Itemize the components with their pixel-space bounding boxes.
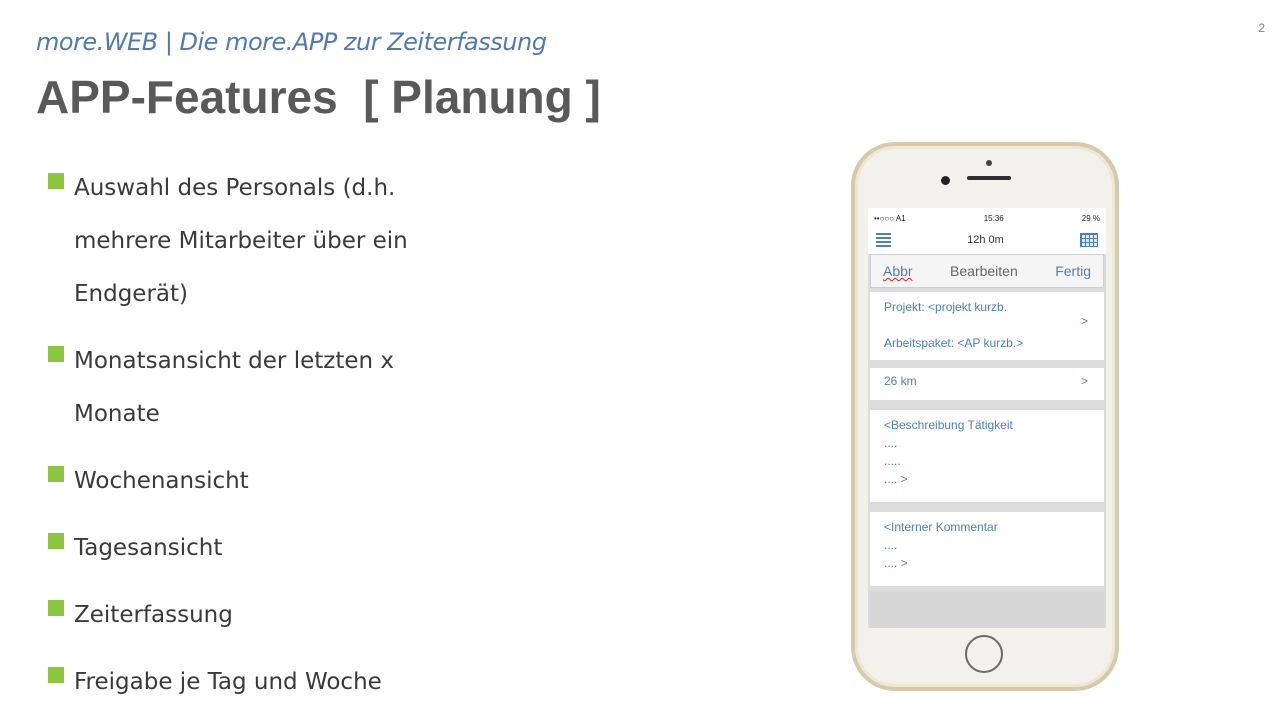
- status-bar: [868, 210, 1106, 226]
- earpiece-speaker: [967, 176, 1011, 180]
- list-item: [48, 522, 468, 575]
- list-item: [48, 455, 468, 508]
- list-item-text: Wochenansicht: [74, 468, 249, 494]
- list-item-text: Monatsansicht der letzten x Monate: [74, 348, 395, 427]
- subtitle: more.WEB | Die more.APP zur Zeiterfassung: [36, 28, 547, 56]
- list-item: [48, 335, 468, 441]
- battery-text: 29 %: [1081, 213, 1100, 223]
- chevron-right-icon: >: [1080, 374, 1088, 388]
- app-top-bar: [868, 226, 1106, 254]
- phone-screen: [868, 208, 1106, 628]
- abort-button[interactable]: Abbr: [883, 263, 913, 279]
- description-line: .....: [884, 454, 901, 468]
- home-button[interactable]: [965, 635, 1003, 673]
- bullet-square: [48, 533, 64, 549]
- list-item-text: Freigabe je Tag und Woche: [74, 669, 382, 695]
- bullet-square: [48, 667, 64, 683]
- edit-sheet: [868, 254, 1106, 628]
- list-item: [48, 162, 468, 321]
- empty-area: [870, 592, 1104, 628]
- description-field[interactable]: [870, 410, 1104, 502]
- bullet-square: [48, 466, 64, 482]
- phone-mockup: [851, 142, 1119, 691]
- project-row[interactable]: [870, 292, 1104, 360]
- calendar-grid-icon[interactable]: [1080, 233, 1098, 247]
- distance-row[interactable]: [870, 368, 1104, 400]
- description-line: .... >: [884, 472, 908, 486]
- list-item-text: Auswahl des Personals (d.h. mehrere Mitarbeiter über ein Endgerät): [74, 175, 408, 307]
- bullet-square: [48, 173, 64, 189]
- feature-list: [48, 162, 468, 723]
- comment-line: ....: [884, 538, 898, 552]
- list-item-text: Tagesansicht: [74, 535, 223, 561]
- list-item: [48, 656, 468, 709]
- distance-value: 26 km: [884, 374, 917, 388]
- bullet-square: [48, 346, 64, 362]
- comment-field[interactable]: [870, 512, 1104, 586]
- duration-text: 12h 0m: [967, 234, 1004, 246]
- done-button[interactable]: Fertig: [1055, 263, 1091, 279]
- front-camera-dot: [986, 160, 992, 166]
- page-number: 2: [1258, 21, 1265, 35]
- page-title: APP-Features [ Planung ]: [36, 71, 601, 123]
- carrier-text: ••○○○ A1: [874, 213, 906, 223]
- list-item-text: Zeiterfassung: [74, 602, 233, 628]
- bullet-square: [48, 600, 64, 616]
- hamburger-icon[interactable]: [876, 231, 891, 249]
- edit-nav-bar: [870, 254, 1104, 288]
- project-line: Projekt: <projekt kurzb.: [884, 300, 1008, 314]
- comment-line: .... >: [884, 556, 908, 570]
- front-camera: [941, 176, 950, 185]
- edit-title: Bearbeiten: [950, 263, 1018, 279]
- list-item: [48, 589, 468, 642]
- description-line: <Beschreibung Tätigkeit: [884, 418, 1013, 432]
- clock-text: 15:36: [983, 213, 1004, 223]
- chevron-right-icon: >: [1080, 314, 1088, 328]
- comment-line: <Interner Kommentar: [884, 520, 998, 534]
- description-line: ....: [884, 436, 898, 450]
- work-package-line: Arbeitspaket: <AP kurzb.>: [884, 336, 1024, 350]
